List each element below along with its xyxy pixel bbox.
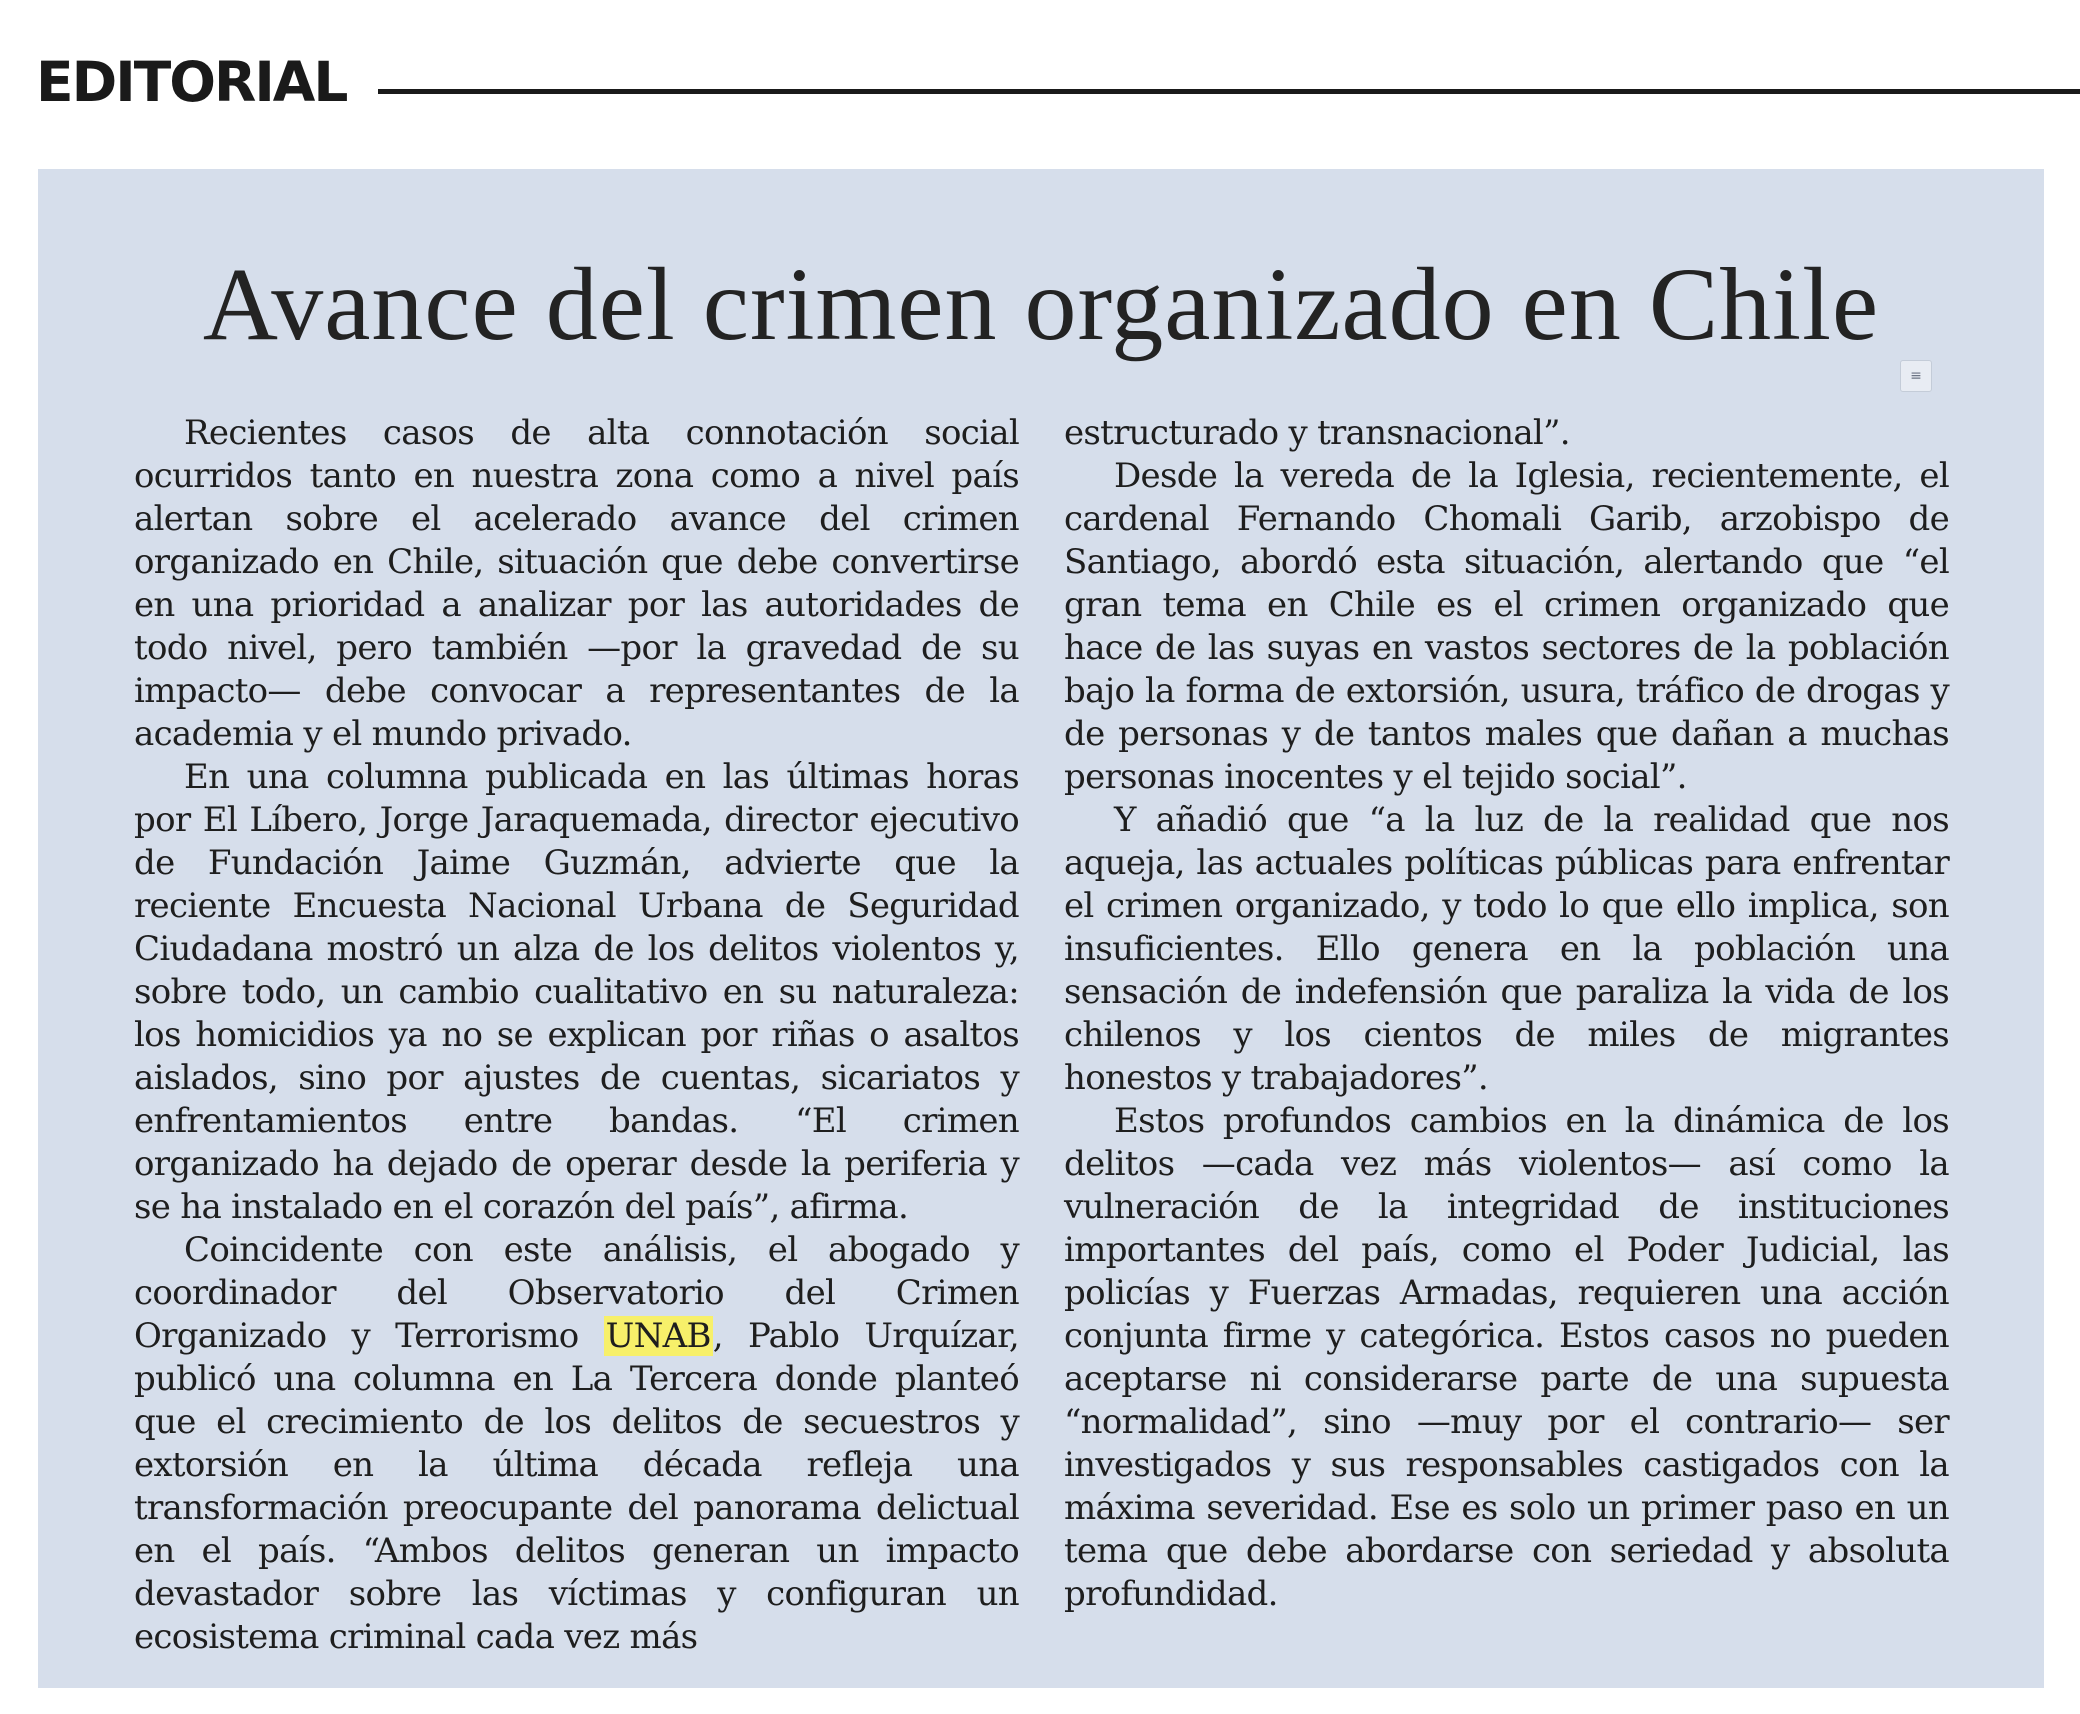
- paragraph: En una columna publicada en las últimas horas por El Líbero, Jorge Jaraquemada, director ejecutivo de Fundación Jaime Guzmán, advierte que la reciente Encuesta Nacional Urbana de Seguridad Ciudadana mostró un alza de los delitos violentos y, sobre todo, un cambio cualitativo en su naturaleza: los homicidios ya no se explican por riñas o asaltos aislados, sino por ajustes de cuentas, sicariatos y enfrentamientos entre bandas. “El crimen organizado ha dejado de operar desde la periferia y se ha instalado en el corazón del país”, afirma.: [134, 757, 1019, 1227]
- section-label: EDITORIAL: [36, 50, 347, 114]
- text-run: , Pablo Urquízar, publicó una columna en La Tercera donde planteó que el crecimiento de los delitos de secuestros y extorsión en la última década refleja una transformación preocupante del panorama delictual en el país. “Ambos delitos generan un impacto devastador sobre las víctimas y configuran un ecosistema criminal cada vez más: [134, 1316, 1019, 1657]
- paragraph: [134, 1229, 1019, 1659]
- note-icon[interactable]: ≡: [1900, 360, 1932, 392]
- article-column-right: [1064, 412, 1949, 1616]
- paragraph-continuation: estructurado y transnacional”.: [1064, 413, 1570, 453]
- paragraph: Y añadió que “a la luz de la realidad que nos aqueja, las actuales políticas públicas para enfrentar el crimen organizado, y todo lo que ello implica, son insuficientes. Ello genera en la población una sensación de indefensión que paraliza la vida de los chilenos y los cientos de miles de migrantes honestos y trabajadores”.: [1064, 800, 1949, 1098]
- header-rule: [378, 89, 2080, 94]
- text-run: Coincidente con este análisis, el abogado y coordinador del Observatorio del Crimen Organizado y Terrorismo: [134, 1230, 1019, 1356]
- paragraph: Desde la vereda de la Iglesia, recientemente, el cardenal Fernando Chomali Garib, arzobispo de Santiago, abordó esta situación, alertando que “el gran tema en Chile es el crimen organizado que hace de las suyas en vastos sectores de la población bajo la forma de extorsión, usura, tráfico de drogas y de personas y de tantos males que dañan a muchas personas inocentes y el tejido social”.: [1064, 456, 1949, 797]
- paragraph: Estos profundos cambios en la dinámica de los delitos —cada vez más violentos— así como la vulneración de la integridad de instituciones importantes del país, como el Poder Judicial, las policías y Fuerzas Armadas, requieren una acción conjunta firme y categórica. Estos casos no pueden aceptarse ni considerarse parte de una supuesta “normalidad”, sino —muy por el contrario— ser investigados y sus responsables castigados con la máxima severidad. Ese es solo un primer paso en un tema que debe abordarse con seriedad y absoluta profundidad.: [1064, 1101, 1949, 1614]
- article-column-left: [134, 412, 1019, 1659]
- paragraph: Recientes casos de alta connotación social ocurridos tanto en nuestra zona como a nivel país alertan sobre el acelerado avance del crimen organizado en Chile, situación que debe convertirse en una prioridad a analizar por las autoridades de todo nivel, pero también —por la gravedad de su impacto— debe convocar a representantes de la academia y el mundo privado.: [134, 413, 1019, 754]
- article-title: Avance del crimen organizado en Chile: [202, 247, 1880, 362]
- editorial-panel: [38, 169, 2044, 1688]
- highlighted-text[interactable]: UNAB: [605, 1316, 711, 1356]
